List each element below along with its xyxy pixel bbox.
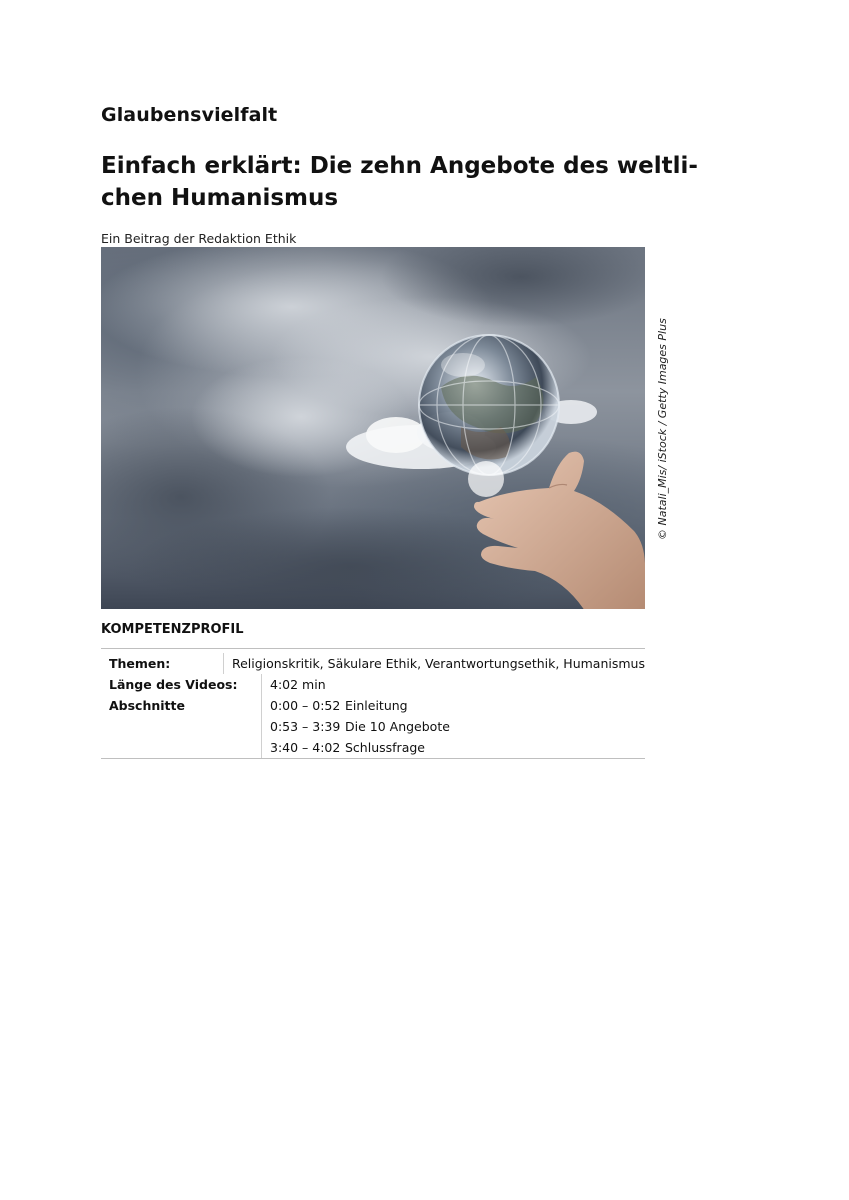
section-time: 3:40 – 4:02 xyxy=(270,740,341,755)
category-label: Glaubensvielfalt xyxy=(101,104,278,126)
table-row xyxy=(101,674,645,695)
section-item xyxy=(262,698,408,713)
section-name: Schlussfrage xyxy=(345,740,425,755)
globe-in-hand-photo xyxy=(101,247,645,609)
table-row xyxy=(101,695,645,716)
section-name: Die 10 Angebote xyxy=(345,719,450,734)
empty-label-cell xyxy=(101,737,262,758)
page-title xyxy=(101,150,698,214)
competence-profile-table xyxy=(101,648,645,759)
video-length-label: Länge des Videos: xyxy=(101,674,262,695)
byline: Ein Beitrag der Redaktion Ethik xyxy=(101,231,297,246)
section-item xyxy=(262,719,450,734)
table-row xyxy=(101,653,645,674)
empty-label-cell xyxy=(101,716,262,737)
page-title-line-2: chen Humanismus xyxy=(101,185,339,211)
table-row xyxy=(101,716,645,737)
section-name: Einleitung xyxy=(345,698,408,713)
profile-heading: KOMPETENZPROFIL xyxy=(101,622,244,637)
section-item xyxy=(262,740,425,755)
table-row xyxy=(101,737,645,758)
sections-label: Abschnitte xyxy=(101,695,262,716)
video-length-value: 4:02 min xyxy=(270,677,326,692)
hero-image xyxy=(101,247,645,609)
page-title-line-1: Einfach erklärt: Die zehn Angebote des weltli- xyxy=(101,153,698,179)
themes-label: Themen: xyxy=(101,653,224,674)
section-time: 0:00 – 0:52 xyxy=(270,698,341,713)
section-time: 0:53 – 3:39 xyxy=(270,719,341,734)
themes-value: Religionskritik, Säkulare Ethik, Verantwortungsethik, Humanismus xyxy=(231,656,645,671)
image-credit: © Natali_Mis/ iStock / Getty Images Plus xyxy=(656,318,669,540)
